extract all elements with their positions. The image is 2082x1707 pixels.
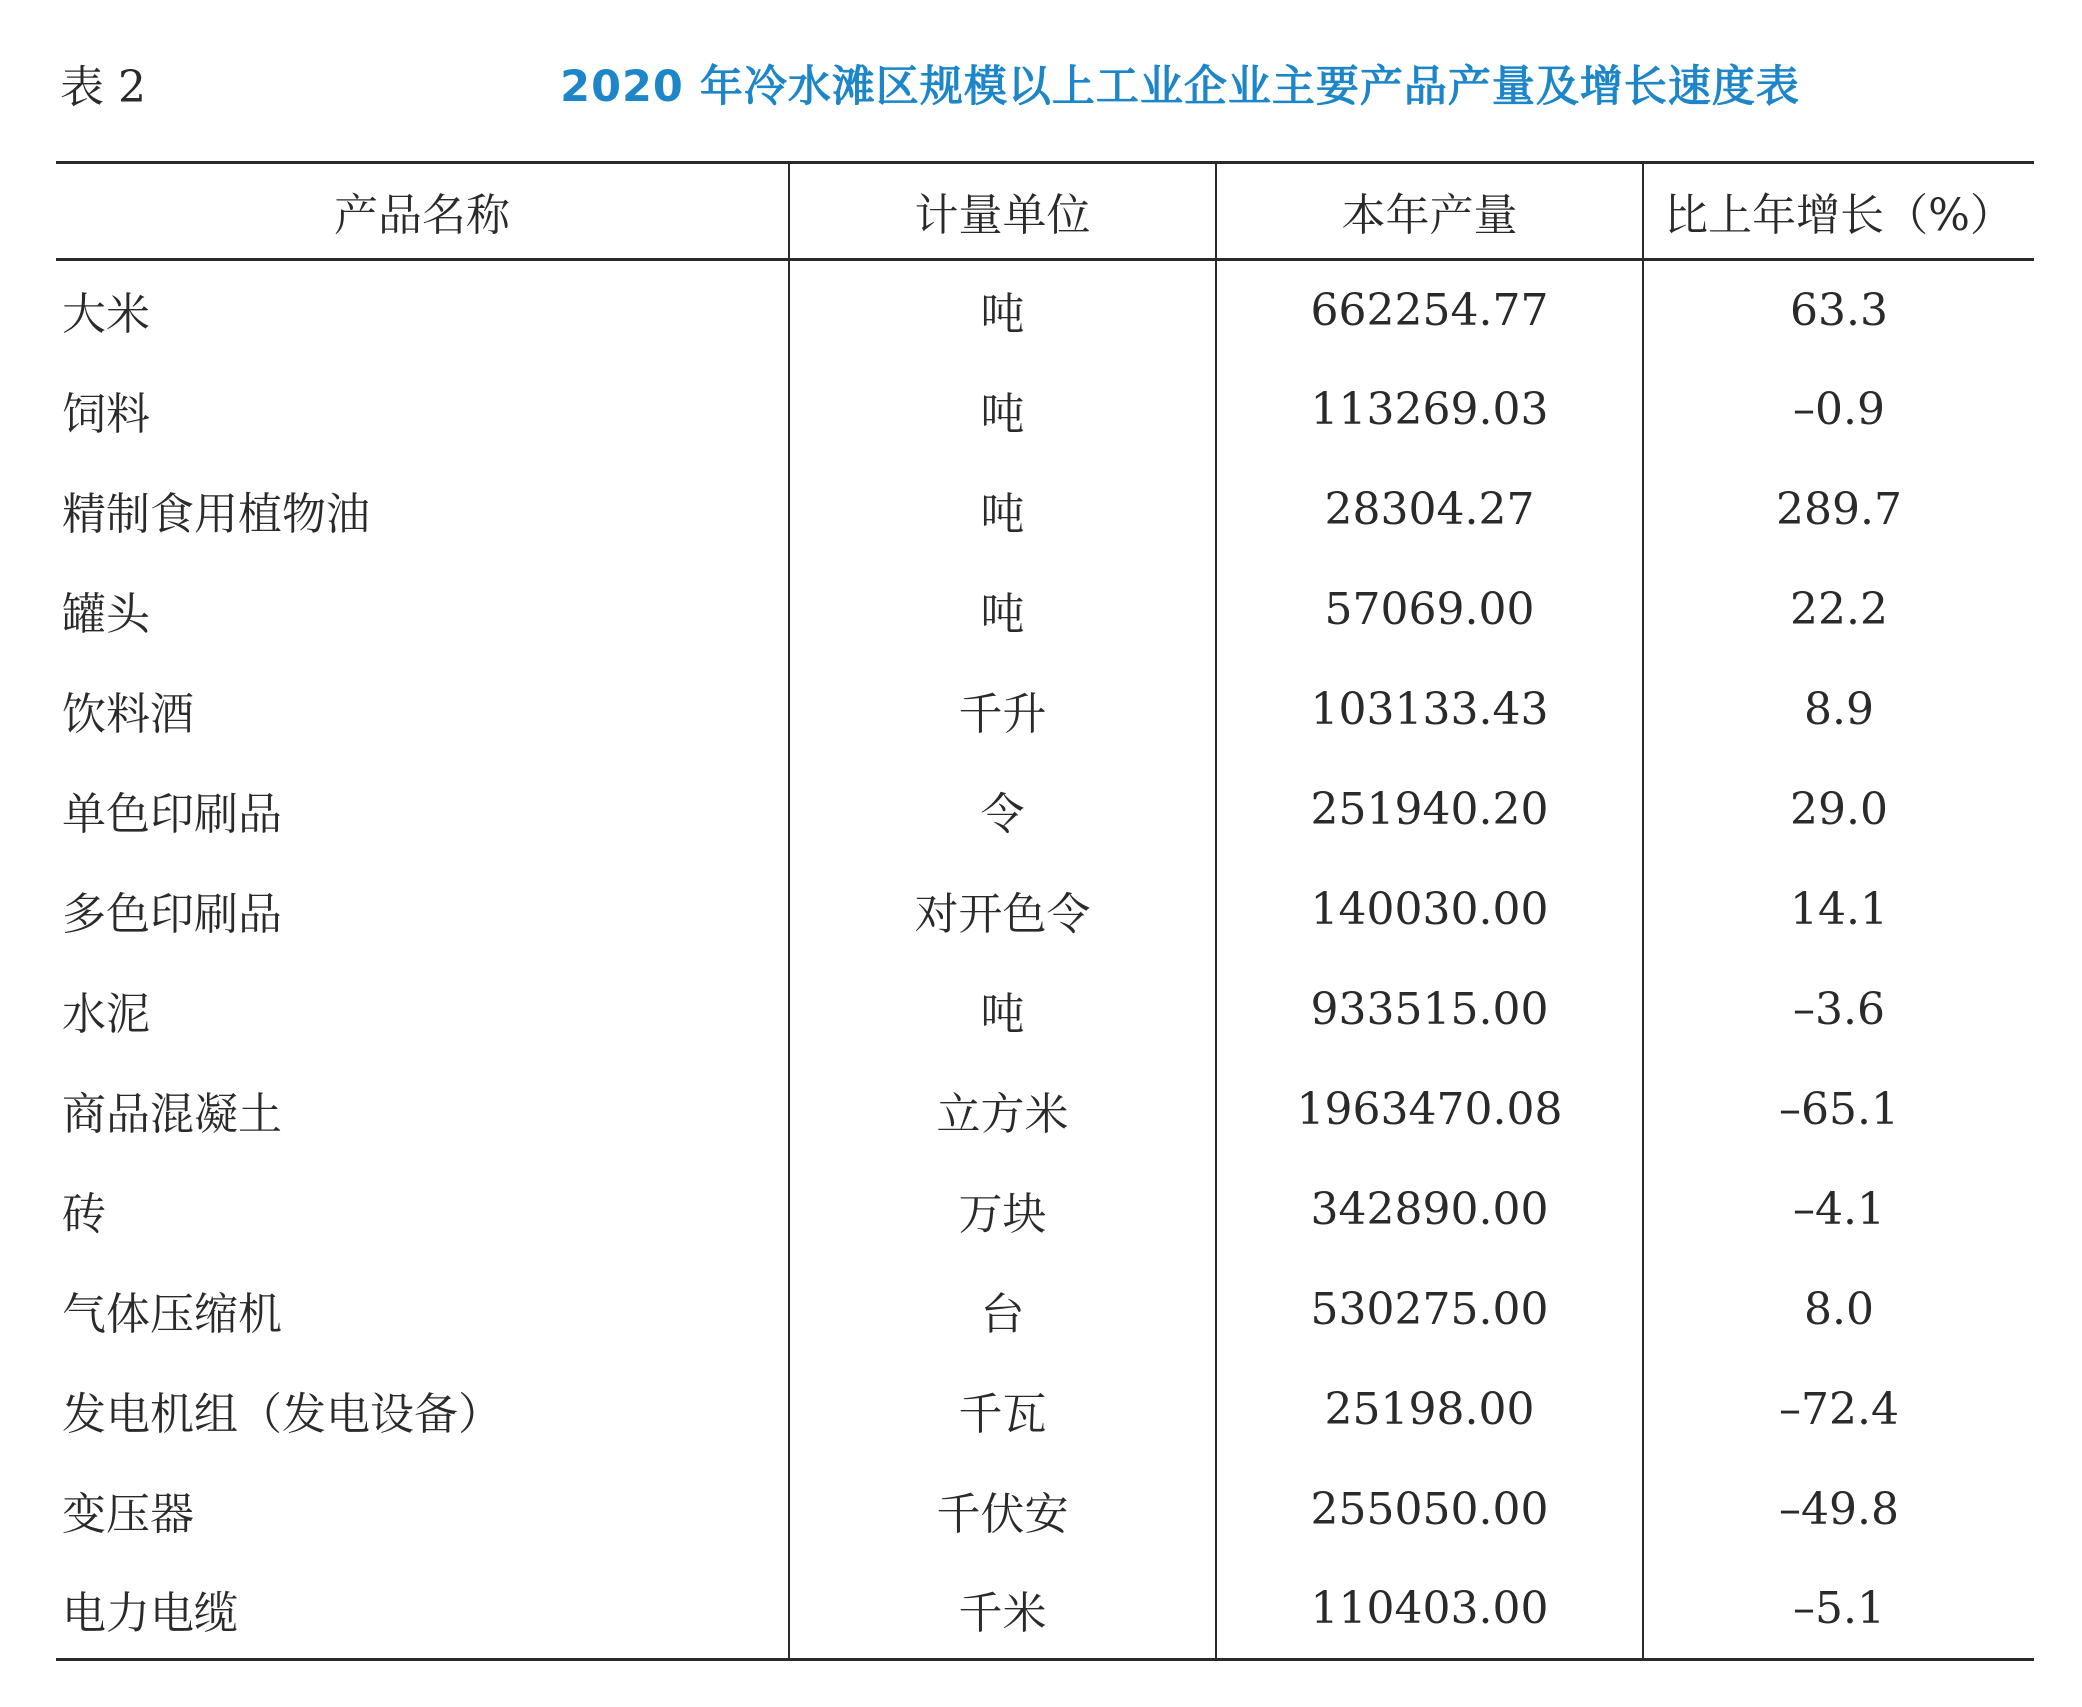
cell-unit: 万块 bbox=[789, 1160, 1216, 1260]
cell-growth: –65.1 bbox=[1643, 1060, 2034, 1160]
table-row bbox=[56, 1260, 2034, 1360]
cell-output: 28304.27 bbox=[1216, 460, 1643, 560]
cell-output: 140030.00 bbox=[1216, 860, 1643, 960]
header-growth: 比上年增长（%） bbox=[1643, 163, 2034, 260]
table-title: 2020 年冷水滩区规模以上工业企业主要产品产量及增长速度表 bbox=[560, 62, 1800, 112]
cell-growth: –72.4 bbox=[1643, 1360, 2034, 1460]
cell-product-name: 砖 bbox=[62, 1188, 106, 1240]
cell-product-name: 单色印刷品 bbox=[62, 788, 282, 840]
table-row bbox=[56, 560, 2034, 660]
table-row bbox=[56, 1560, 2034, 1660]
cell-output: 530275.00 bbox=[1216, 1260, 1643, 1360]
cell-growth: –4.1 bbox=[1643, 1160, 2034, 1260]
header-output: 本年产量 bbox=[1216, 163, 1643, 260]
cell-product-name: 电力电缆 bbox=[56, 1560, 789, 1660]
cell-unit: 千升 bbox=[789, 660, 1216, 760]
table-header bbox=[56, 163, 2034, 260]
cell-output: 113269.03 bbox=[1216, 360, 1643, 460]
table-row bbox=[56, 1360, 2034, 1460]
production-table bbox=[56, 161, 2034, 1661]
cell-product-name: 气体压缩机 bbox=[62, 1288, 282, 1340]
cell-product-name: 精制食用植物油 bbox=[62, 488, 370, 540]
table-row bbox=[56, 1460, 2034, 1560]
table-label: 表 2 bbox=[60, 62, 146, 113]
cell-output: 25198.00 bbox=[1216, 1360, 1643, 1460]
cell-unit: 立方米 bbox=[789, 1060, 1216, 1160]
cell-unit: 千瓦 bbox=[789, 1360, 1216, 1460]
cell-growth: 29.0 bbox=[1643, 760, 2034, 860]
table-row bbox=[56, 460, 2034, 560]
table-row bbox=[56, 860, 2034, 960]
cell-unit: 千伏安 bbox=[789, 1460, 1216, 1560]
cell-output: 933515.00 bbox=[1216, 960, 1643, 1060]
cell-output: 1963470.08 bbox=[1216, 1060, 1643, 1160]
cell-product-name: 大米 bbox=[62, 289, 150, 341]
cell-growth: 14.1 bbox=[1643, 860, 2034, 960]
cell-growth: –0.9 bbox=[1643, 360, 2034, 460]
cell-unit: 令 bbox=[789, 760, 1216, 860]
cell-unit: 对开色令 bbox=[789, 860, 1216, 960]
table-row bbox=[56, 1060, 2034, 1160]
cell-output: 251940.20 bbox=[1216, 760, 1643, 860]
cell-output: 342890.00 bbox=[1216, 1160, 1643, 1260]
cell-product-name: 水泥 bbox=[62, 988, 150, 1040]
cell-product-name: 多色印刷品 bbox=[62, 888, 282, 940]
cell-product-name: 商品混凝土 bbox=[62, 1088, 282, 1140]
cell-product-name: 变压器 bbox=[62, 1488, 194, 1540]
cell-product-name: 罐头 bbox=[62, 588, 150, 640]
cell-product-name: 发电机组（发电设备） bbox=[62, 1388, 502, 1440]
cell-output: 110403.00 bbox=[1216, 1560, 1643, 1660]
cell-growth: 8.9 bbox=[1643, 660, 2034, 760]
table-body bbox=[56, 260, 2034, 1660]
header-unit: 计量单位 bbox=[789, 163, 1216, 260]
cell-unit: 千米 bbox=[789, 1560, 1216, 1660]
cell-unit: 吨 bbox=[789, 560, 1216, 660]
table-row bbox=[56, 260, 2034, 360]
cell-output: 662254.77 bbox=[1216, 260, 1643, 360]
table-row bbox=[56, 360, 2034, 460]
header-row bbox=[56, 163, 2034, 260]
cell-output: 57069.00 bbox=[1216, 560, 1643, 660]
cell-unit: 吨 bbox=[789, 260, 1216, 360]
cell-output: 103133.43 bbox=[1216, 660, 1643, 760]
cell-product-name: 饲料 bbox=[62, 388, 150, 440]
cell-unit: 台 bbox=[789, 1260, 1216, 1360]
table-row bbox=[56, 760, 2034, 860]
table-row bbox=[56, 960, 2034, 1060]
cell-unit: 吨 bbox=[789, 960, 1216, 1060]
cell-growth: 289.7 bbox=[1643, 460, 2034, 560]
cell-growth: 63.3 bbox=[1643, 260, 2034, 360]
table-row bbox=[56, 660, 2034, 760]
cell-unit: 吨 bbox=[789, 460, 1216, 560]
cell-growth: –5.1 bbox=[1643, 1560, 2034, 1660]
cell-unit: 吨 bbox=[789, 360, 1216, 460]
cell-growth: –3.6 bbox=[1643, 960, 2034, 1060]
cell-growth: 22.2 bbox=[1643, 560, 2034, 660]
header-product-name: 产品名称 bbox=[56, 163, 789, 260]
cell-growth: 8.0 bbox=[1643, 1260, 2034, 1360]
cell-product-name: 饮料酒 bbox=[62, 688, 194, 740]
cell-output: 255050.00 bbox=[1216, 1460, 1643, 1560]
table-row bbox=[56, 1160, 2034, 1260]
cell-growth: –49.8 bbox=[1643, 1460, 2034, 1560]
